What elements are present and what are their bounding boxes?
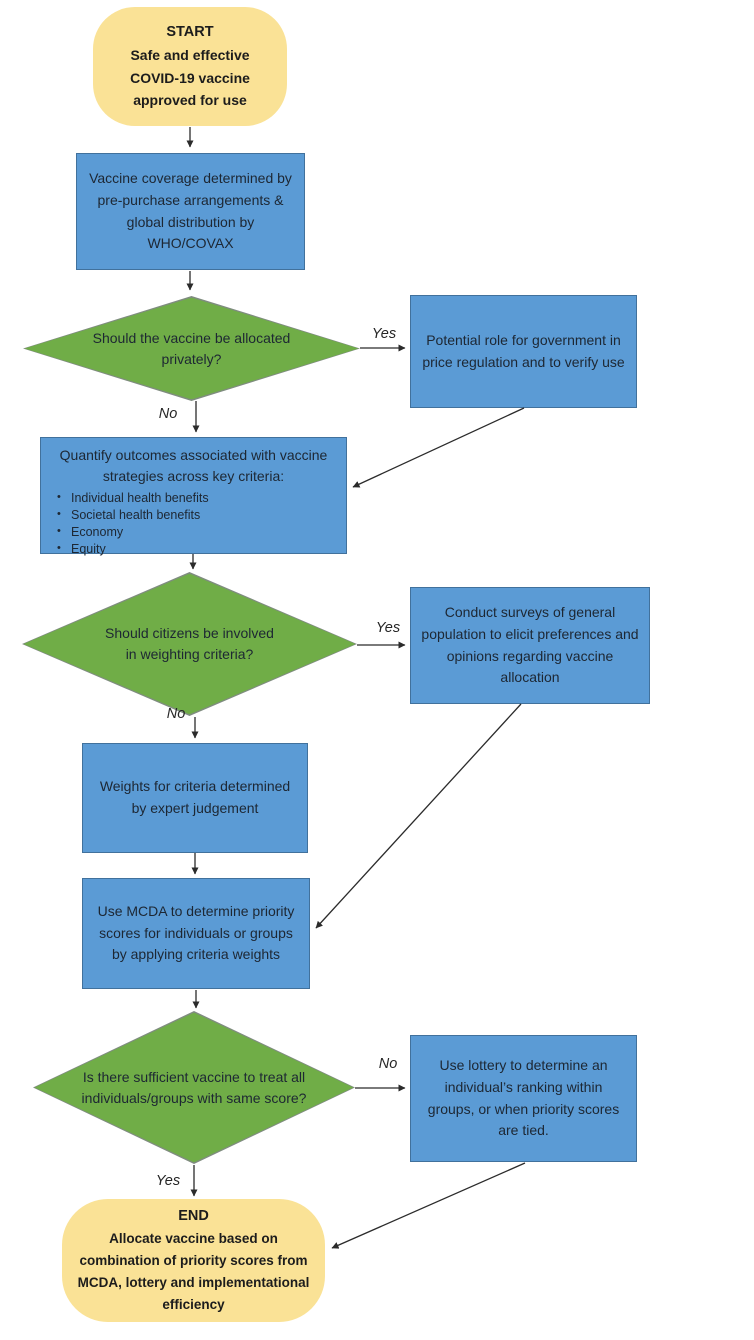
mcda-scores-text: Use MCDA to determine priority scores for individuals or groups by applying criteria weights: [97, 902, 295, 963]
process-conduct-surveys: [410, 587, 650, 704]
decision-allocated-privately: [23, 296, 360, 401]
connector-lottery-to-end: [332, 1163, 525, 1248]
bullet-societal-health: • Societal health benefits: [57, 507, 209, 524]
process-quantify-outcomes: [40, 437, 347, 554]
edge-label-yes-private: Yes: [371, 326, 397, 342]
use-lottery-text: Use lottery to determine an individual’s ranking within groups, or when priority scores are tied.: [427, 1057, 620, 1139]
vaccine-coverage-text: Vaccine coverage determined by pre-purchase arrangements & global distribution by WHO/COVAX: [89, 170, 292, 252]
edge-label-no-citizens: No: [166, 706, 186, 722]
end-terminal-node: [62, 1199, 325, 1322]
end-title: END: [178, 1208, 209, 1225]
edge-label-no-sufficient: No: [378, 1056, 398, 1072]
conduct-surveys-text: Conduct surveys of general population to elicit preferences and opinions regarding vaccine allocation: [421, 604, 639, 686]
decision-text: Is there sufficient vaccine to treat all individuals/groups with same score?: [81, 1068, 307, 1106]
start-body-text: Safe and effective COVID-19 vaccine approved for use: [130, 47, 250, 109]
start-title: START: [166, 23, 214, 40]
decision-text: Should the vaccine be allocated privately?: [92, 329, 291, 367]
end-body-text: Allocate vaccine based on combination of priority scores from MCDA, lottery and implementational efficiency: [77, 1231, 310, 1312]
decision-citizens-weighting-text: [22, 572, 357, 716]
bullet-equity: • Equity: [57, 541, 209, 558]
process-vaccine-coverage: [76, 153, 305, 270]
edge-label-yes-citizens: Yes: [375, 620, 401, 636]
connector-gov-role-to-quantify: [353, 408, 524, 487]
decision-sufficient-vaccine-text: [33, 1011, 355, 1164]
edge-label-no-private: No: [158, 406, 178, 422]
decision-allocated-privately-text: [23, 296, 360, 401]
bullet-individual-health: • Individual health benefits: [57, 490, 209, 507]
bullet-economy: • Economy: [57, 524, 209, 541]
government-role-text: Potential role for government in price regulation and to verify use: [422, 331, 625, 370]
start-terminal-node: [93, 7, 287, 126]
criteria-bullet-list: [41, 490, 209, 558]
expert-weights-text: Weights for criteria determined by expert judgement: [99, 778, 291, 816]
edge-label-yes-sufficient: Yes: [155, 1173, 181, 1189]
process-mcda-scores: [82, 878, 310, 989]
decision-sufficient-vaccine: [33, 1011, 355, 1164]
decision-citizens-weighting: [22, 572, 357, 716]
process-expert-weights: [82, 743, 308, 853]
decision-text: Should citizens be involved in weighting criteria?: [105, 625, 274, 662]
process-government-role: [410, 295, 637, 408]
connector-surveys-to-mcda: [316, 704, 521, 928]
process-use-lottery: [410, 1035, 637, 1162]
quantify-outcomes-title: Quantify outcomes associated with vaccine strategies across key criteria:: [59, 447, 328, 484]
